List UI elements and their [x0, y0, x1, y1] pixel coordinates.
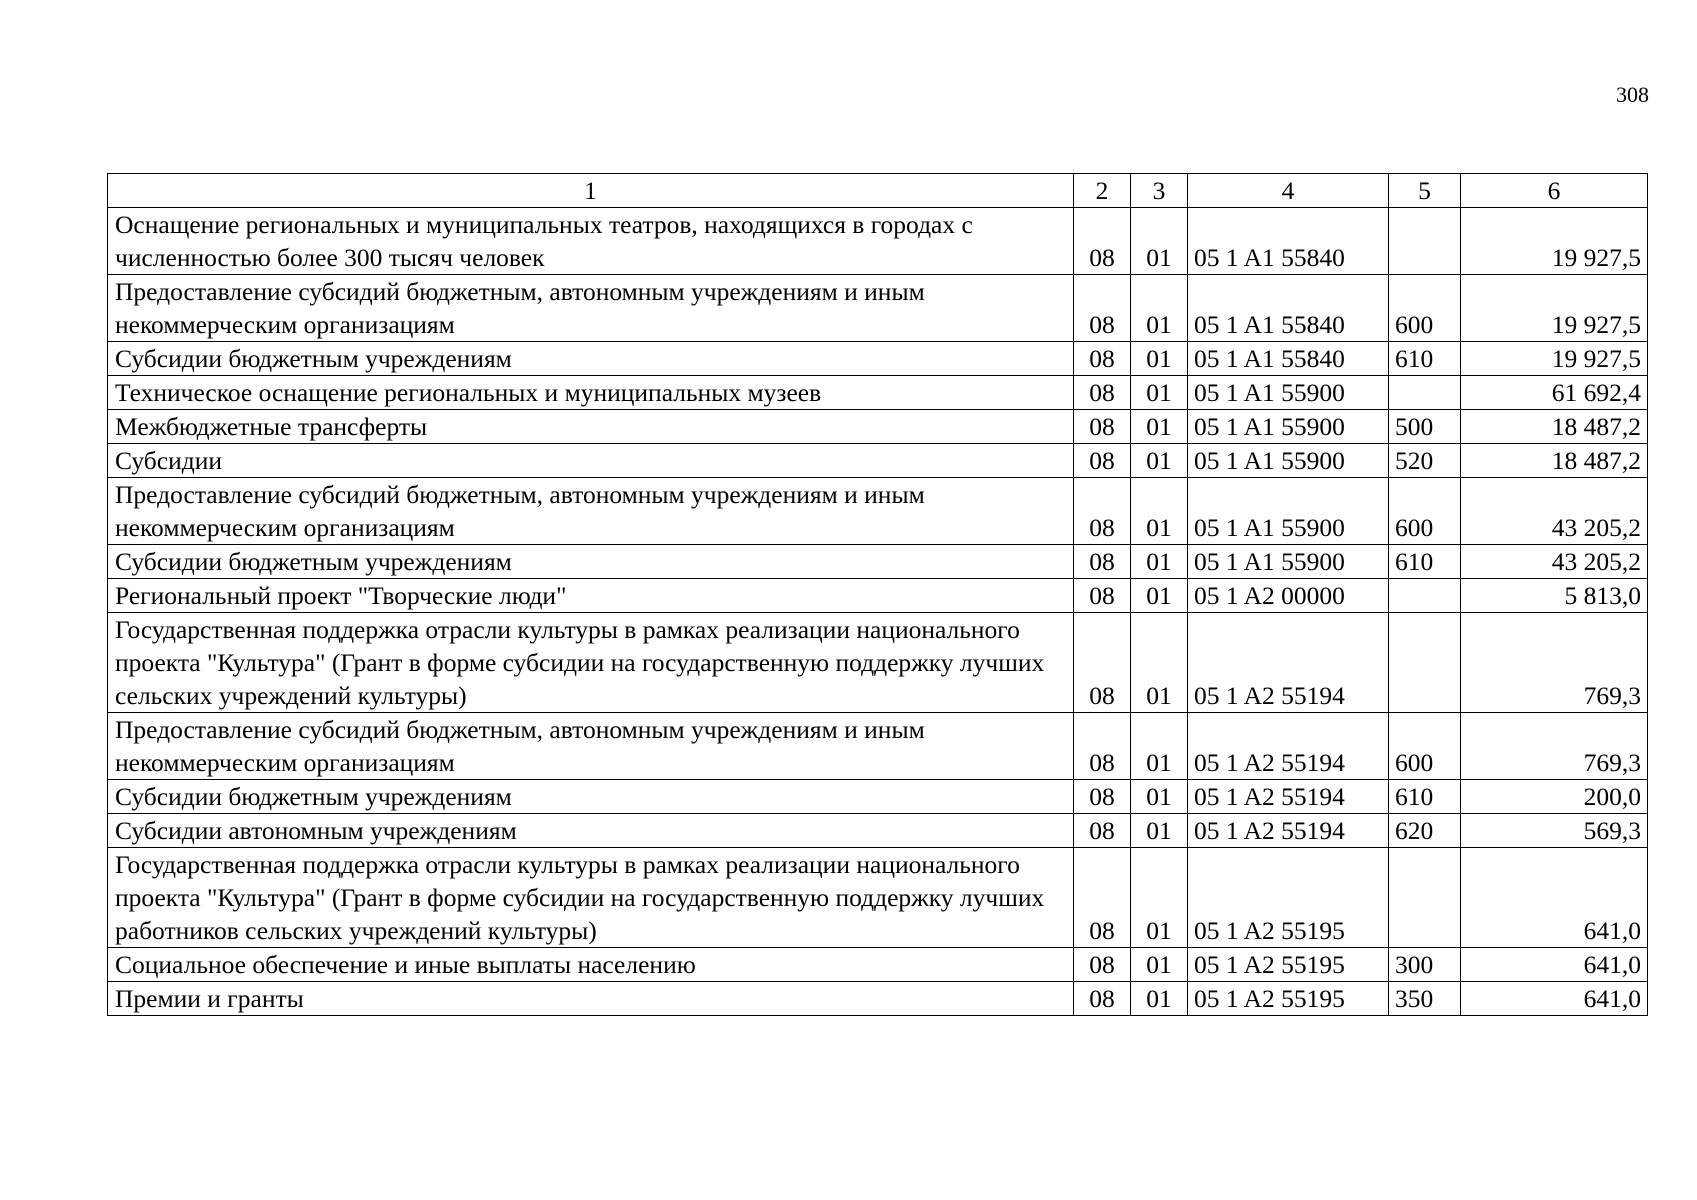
table-row [108, 376, 1648, 410]
cell-section: 08 [1074, 579, 1131, 613]
table-row [108, 545, 1648, 579]
table-row [108, 444, 1648, 478]
cell-section: 08 [1074, 478, 1131, 545]
cell-amount: 769,3 [1461, 613, 1648, 713]
header-col-2: 2 [1074, 174, 1131, 208]
cell-subsection: 01 [1131, 410, 1188, 444]
cell-subsection: 01 [1131, 275, 1188, 342]
header-row [108, 174, 1648, 208]
cell-target-code: 05 1 A1 55900 [1188, 478, 1389, 545]
header-col-6: 6 [1461, 174, 1648, 208]
cell-target-code: 05 1 A2 55194 [1188, 613, 1389, 713]
table-row [108, 208, 1648, 275]
cell-name: Субсидии бюджетным учреждениям [108, 342, 1074, 376]
header-col-4: 4 [1188, 174, 1389, 208]
cell-name: Региональный проект "Творческие люди" [108, 579, 1074, 613]
header-col-5: 5 [1389, 174, 1461, 208]
cell-name: Предоставление субсидий бюджетным, автономным учреждениям и иным некоммерческим организациям [108, 713, 1074, 780]
cell-expense-type [1389, 613, 1461, 713]
cell-expense-type: 610 [1389, 780, 1461, 814]
table-row [108, 342, 1648, 376]
table-row [108, 579, 1648, 613]
cell-subsection: 01 [1131, 848, 1188, 948]
cell-section: 08 [1074, 410, 1131, 444]
cell-name: Предоставление субсидий бюджетным, автономным учреждениям и иным некоммерческим организациям [108, 275, 1074, 342]
cell-name: Межбюджетные трансферты [108, 410, 1074, 444]
header-col-3: 3 [1131, 174, 1188, 208]
cell-expense-type: 620 [1389, 814, 1461, 848]
cell-name: Субсидии бюджетным учреждениям [108, 780, 1074, 814]
cell-name: Государственная поддержка отрасли культуры в рамках реализации национального проекта "Культура" (Грант в форме субсидии на государственную поддержку лучших работников сельских учреждений культуры) [108, 848, 1074, 948]
cell-target-code: 05 1 A2 55195 [1188, 848, 1389, 948]
header-col-1: 1 [108, 174, 1074, 208]
cell-target-code: 05 1 A1 55840 [1188, 275, 1389, 342]
cell-expense-type [1389, 579, 1461, 613]
cell-target-code: 05 1 A1 55900 [1188, 410, 1389, 444]
table-row [108, 948, 1648, 982]
table-header [108, 174, 1648, 208]
cell-amount: 18 487,2 [1461, 444, 1648, 478]
cell-expense-type: 500 [1389, 410, 1461, 444]
cell-expense-type: 610 [1389, 545, 1461, 579]
table-body [108, 208, 1648, 1016]
cell-expense-type [1389, 208, 1461, 275]
table-row [108, 848, 1648, 948]
cell-expense-type: 600 [1389, 478, 1461, 545]
cell-section: 08 [1074, 848, 1131, 948]
cell-amount: 19 927,5 [1461, 208, 1648, 275]
cell-subsection: 01 [1131, 444, 1188, 478]
cell-section: 08 [1074, 713, 1131, 780]
cell-subsection: 01 [1131, 342, 1188, 376]
cell-section: 08 [1074, 613, 1131, 713]
table-row [108, 410, 1648, 444]
cell-subsection: 01 [1131, 948, 1188, 982]
cell-expense-type: 600 [1389, 275, 1461, 342]
cell-amount: 569,3 [1461, 814, 1648, 848]
cell-amount: 61 692,4 [1461, 376, 1648, 410]
cell-target-code: 05 1 A2 55194 [1188, 814, 1389, 848]
cell-target-code: 05 1 A1 55900 [1188, 376, 1389, 410]
cell-subsection: 01 [1131, 814, 1188, 848]
cell-name: Премии и гранты [108, 982, 1074, 1016]
cell-target-code: 05 1 A2 55194 [1188, 713, 1389, 780]
cell-section: 08 [1074, 208, 1131, 275]
cell-section: 08 [1074, 376, 1131, 410]
cell-target-code: 05 1 A2 00000 [1188, 579, 1389, 613]
cell-expense-type [1389, 376, 1461, 410]
cell-amount: 641,0 [1461, 948, 1648, 982]
cell-target-code: 05 1 A1 55840 [1188, 342, 1389, 376]
cell-name: Субсидии [108, 444, 1074, 478]
cell-target-code: 05 1 A2 55194 [1188, 780, 1389, 814]
cell-section: 08 [1074, 545, 1131, 579]
cell-section: 08 [1074, 444, 1131, 478]
table-row [108, 613, 1648, 713]
cell-target-code: 05 1 A1 55840 [1188, 208, 1389, 275]
cell-expense-type [1389, 848, 1461, 948]
cell-subsection: 01 [1131, 780, 1188, 814]
cell-target-code: 05 1 A1 55900 [1188, 545, 1389, 579]
cell-target-code: 05 1 A1 55900 [1188, 444, 1389, 478]
cell-amount: 43 205,2 [1461, 478, 1648, 545]
cell-expense-type: 350 [1389, 982, 1461, 1016]
cell-expense-type: 300 [1389, 948, 1461, 982]
cell-target-code: 05 1 A2 55195 [1188, 948, 1389, 982]
table-row [108, 713, 1648, 780]
cell-name: Субсидии бюджетным учреждениям [108, 545, 1074, 579]
table-row [108, 780, 1648, 814]
cell-amount: 641,0 [1461, 982, 1648, 1016]
table-row [108, 275, 1648, 342]
cell-expense-type: 610 [1389, 342, 1461, 376]
table-row [108, 982, 1648, 1016]
cell-name: Субсидии автономным учреждениям [108, 814, 1074, 848]
cell-name: Оснащение региональных и муниципальных театров, находящихся в городах с численностью более 300 тысяч человек [108, 208, 1074, 275]
cell-name: Социальное обеспечение и иные выплаты населению [108, 948, 1074, 982]
cell-subsection: 01 [1131, 713, 1188, 780]
cell-name: Государственная поддержка отрасли культуры в рамках реализации национального проекта "Культура" (Грант в форме субсидии на государственную поддержку лучших сельских учреждений культуры) [108, 613, 1074, 713]
cell-amount: 5 813,0 [1461, 579, 1648, 613]
cell-subsection: 01 [1131, 376, 1188, 410]
table-row [108, 478, 1648, 545]
cell-subsection: 01 [1131, 982, 1188, 1016]
cell-subsection: 01 [1131, 478, 1188, 545]
cell-subsection: 01 [1131, 545, 1188, 579]
cell-section: 08 [1074, 948, 1131, 982]
cell-section: 08 [1074, 982, 1131, 1016]
cell-subsection: 01 [1131, 208, 1188, 275]
cell-section: 08 [1074, 342, 1131, 376]
cell-expense-type: 520 [1389, 444, 1461, 478]
cell-name: Предоставление субсидий бюджетным, автономным учреждениям и иным некоммерческим организациям [108, 478, 1074, 545]
cell-amount: 19 927,5 [1461, 275, 1648, 342]
cell-amount: 43 205,2 [1461, 545, 1648, 579]
cell-amount: 641,0 [1461, 848, 1648, 948]
cell-amount: 18 487,2 [1461, 410, 1648, 444]
cell-section: 08 [1074, 814, 1131, 848]
cell-subsection: 01 [1131, 579, 1188, 613]
cell-subsection: 01 [1131, 613, 1188, 713]
cell-section: 08 [1074, 780, 1131, 814]
cell-name: Техническое оснащение региональных и муниципальных музеев [108, 376, 1074, 410]
budget-table [107, 173, 1648, 1016]
page-number: 308 [1616, 82, 1649, 107]
cell-expense-type: 600 [1389, 713, 1461, 780]
cell-target-code: 05 1 A2 55195 [1188, 982, 1389, 1016]
cell-section: 08 [1074, 275, 1131, 342]
table-row [108, 814, 1648, 848]
cell-amount: 769,3 [1461, 713, 1648, 780]
cell-amount: 19 927,5 [1461, 342, 1648, 376]
cell-amount: 200,0 [1461, 780, 1648, 814]
